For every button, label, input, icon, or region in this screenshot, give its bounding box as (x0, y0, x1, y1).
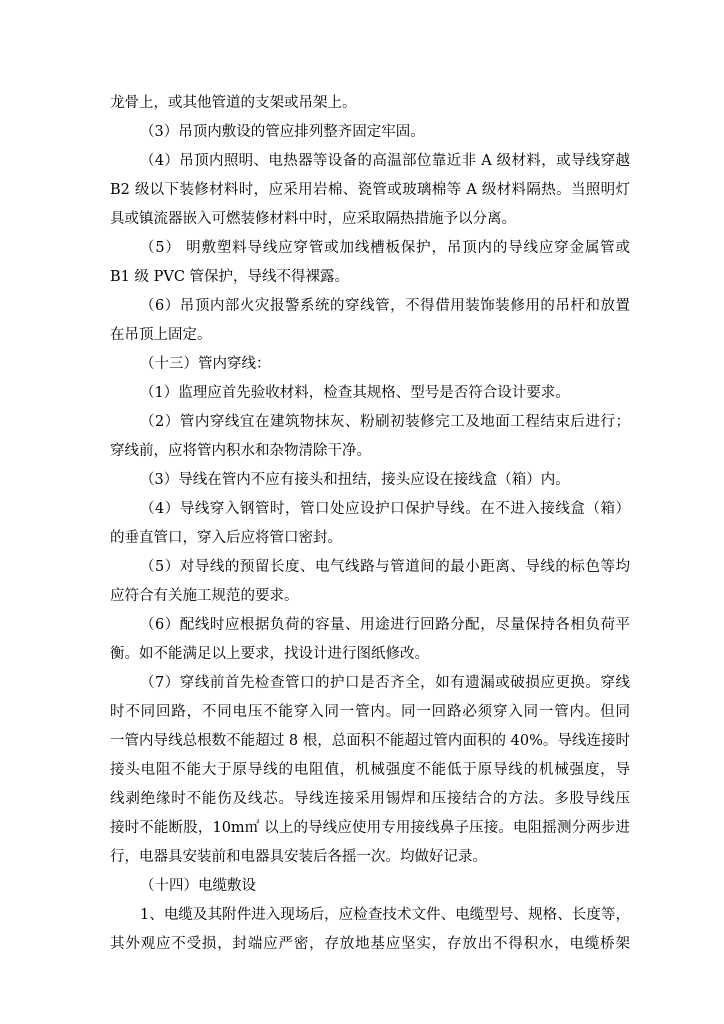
text-line: （3）导线在管内不应有接头和扭结，接头应设在接线盒（箱）内。 (140, 472, 570, 488)
text-line: 在吊顶上固定。 (110, 327, 212, 343)
text-line: B2 级以下装修材料时，应采用岩棉、瓷管或玻璃棉等 A 级材料隔热。当照明灯 (110, 182, 630, 198)
text-line: 线剥绝缘时不能伤及线芯。导线连接采用锡焊和压接结合的方法。多股导线压 (110, 791, 630, 807)
text-line: （5） 明敷塑料导线应穿管或加线槽板保护，吊顶内的导线应穿金属管或 (140, 240, 630, 256)
text-line: （4）导线穿入钢管时，管口处应设护口保护导线。在不进入接线盒（箱） (140, 501, 630, 517)
section-heading: （十四）电缆敷设 (140, 878, 256, 894)
text-line: 具或镇流器嵌入可燃装修材料中时，应采取隔热措施予以分离。 (110, 211, 516, 227)
text-line: （1）监理应首先验收材料，检查其规格、型号是否符合设计要求。 (140, 385, 570, 401)
text-line: 衡。如不能满足以上要求，找设计进行图纸修改。 (110, 646, 429, 662)
text-line: 行，电器具安装前和电器具安装后各摇一次。均做好记录。 (110, 849, 487, 865)
text-line: （5）对导线的预留长度、电气线路与管道间的最小距离、导线的标色等均 (140, 559, 630, 575)
text-line: 其外观应不受损，封端应严密，存放地基应坚实，存放出不得积水，电缆桥架 (110, 936, 630, 952)
text-line: （3）吊顶内敷设的管应排列整齐固定牢固。 (140, 124, 425, 140)
text-line: （6）吊顶内部火灾报警系统的穿线管，不得借用装饰装修用的吊杆和放置 (140, 298, 630, 314)
section-heading: （十三）管内穿线： (140, 356, 271, 372)
text-line: 接时不能断股，10m㎡ 以上的导线应使用专用接线鼻子压接。电阻摇测分两步进 (110, 820, 630, 836)
text-line: 穿线前，应将管内积水和杂物清除干净。 (110, 443, 371, 459)
text-line: 一管内导线总根数不能超过 8 根，总面积不能超过管内面积的 40%。导线连接时 (110, 733, 630, 749)
text-line: 的垂直管口，穿入后应将管口密封。 (110, 530, 342, 546)
text-line: 1、电缆及其附件进入现场后，应检查技术文件、电缆型号、规格、长度等， (140, 907, 630, 923)
text-line: 龙骨上，或其他管道的支架或吊架上。 (110, 95, 357, 111)
text-line: B1 级 PVC 管保护，导线不得裸露。 (110, 269, 350, 285)
text-line: 接头电阻不能大于原导线的电阻值，机械强度不能低于原导线的机械强度，导 (110, 762, 630, 778)
text-line: （2）管内穿线宜在建筑物抹灰、粉刷初装修完工及地面工程结束后进行； (140, 414, 630, 430)
text-line: （7）穿线前首先检查管口的护口是否齐全，如有遗漏或破损应更换。穿线 (140, 675, 630, 691)
text-line: （6）配线时应根据负荷的容量、用途进行回路分配，尽量保持各相负荷平 (140, 617, 630, 633)
text-line: 时不同回路，不同电压不能穿入同一管内。同一回路必须穿入同一管内。但同 (110, 704, 630, 720)
text-line: 应符合有关施工规范的要求。 (110, 588, 299, 604)
text-line: （4）吊顶内照明、电热器等设备的高温部位靠近非 A 级材料，或导线穿越 (140, 153, 630, 169)
